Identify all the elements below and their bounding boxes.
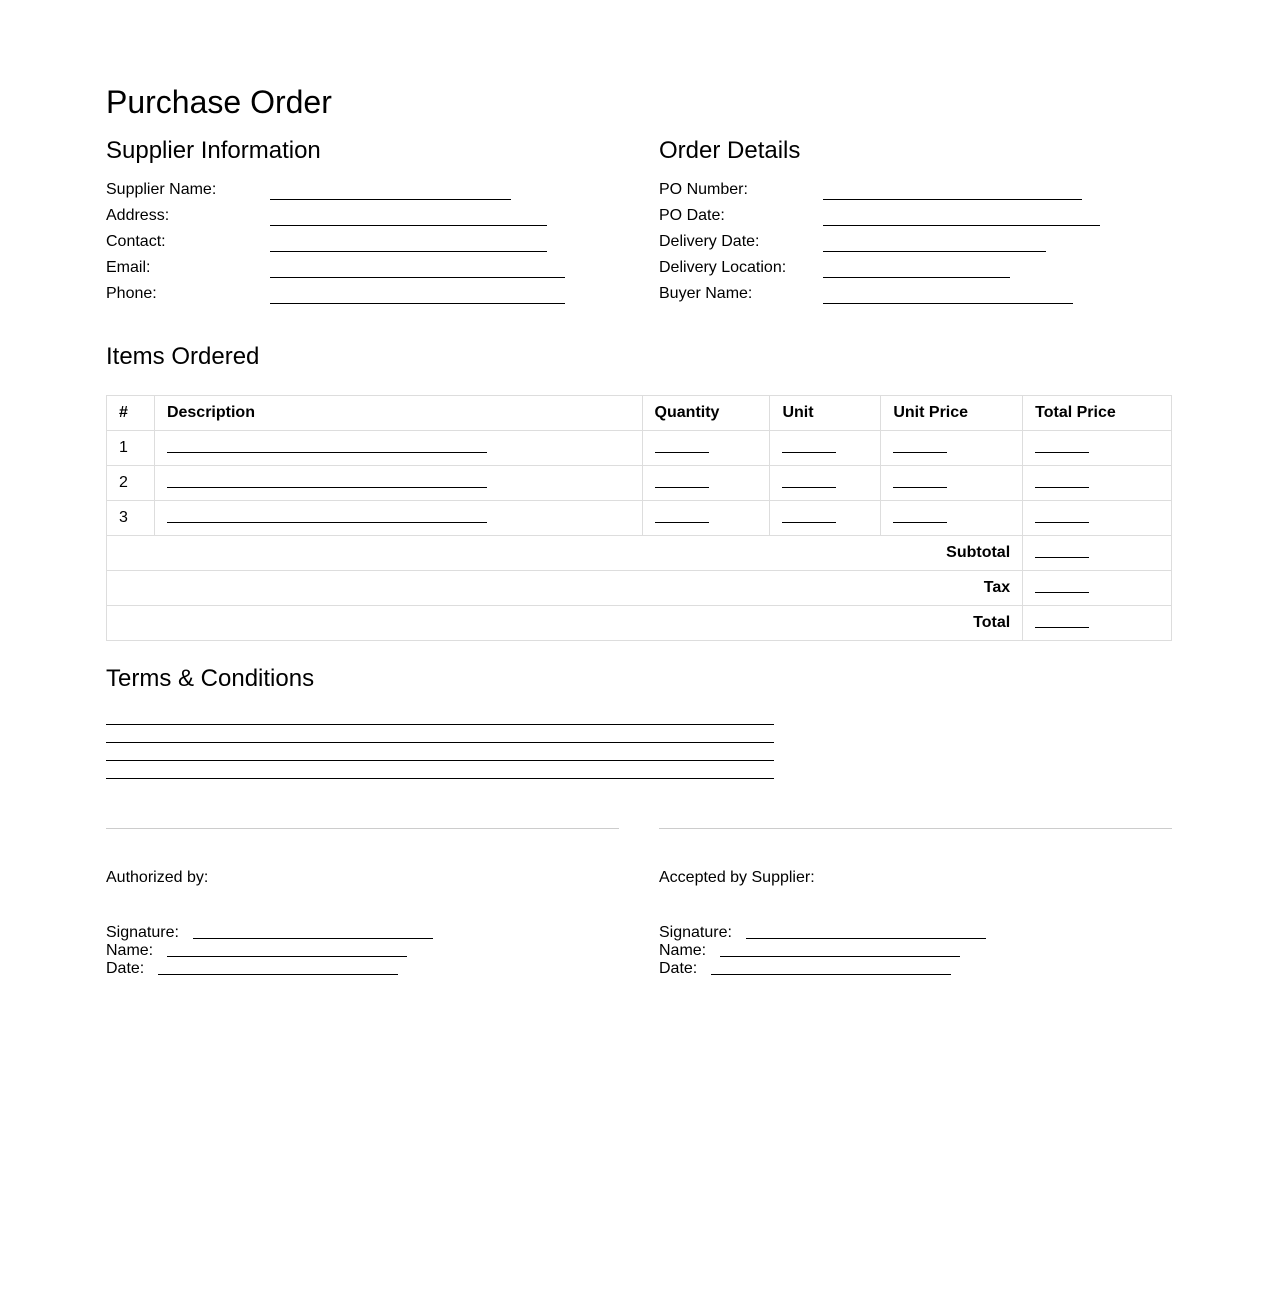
description-cell	[154, 501, 642, 536]
terms-line[interactable]	[106, 742, 774, 743]
total-row	[107, 606, 1172, 641]
divider	[106, 828, 619, 829]
address-row	[106, 206, 626, 232]
signature-label: Signature:	[106, 924, 179, 941]
delivery-date-row	[659, 232, 1179, 258]
unit-field[interactable]	[782, 442, 836, 453]
name-label: Name:	[659, 942, 707, 959]
row-number: 3	[107, 501, 155, 536]
accepted-date-row	[659, 960, 951, 978]
description-cell	[154, 466, 642, 501]
supplier-name-field[interactable]	[270, 199, 511, 200]
unit-price-cell	[881, 431, 1023, 466]
email-row	[106, 258, 626, 284]
unit-cell	[770, 431, 881, 466]
total-label: Total	[107, 606, 1023, 641]
quantity-field[interactable]	[655, 477, 709, 488]
tax-label: Tax	[107, 571, 1023, 606]
address-field[interactable]	[270, 225, 547, 226]
description-cell	[154, 431, 642, 466]
total-price-cell	[1023, 431, 1172, 466]
delivery-location-field[interactable]	[823, 277, 1010, 278]
unit-price-field[interactable]	[893, 512, 947, 523]
contact-label: Contact:	[106, 233, 166, 250]
description-field[interactable]	[167, 442, 487, 453]
accepted-title: Accepted by Supplier:	[659, 869, 815, 886]
divider	[659, 828, 1172, 829]
unit-price-cell	[881, 501, 1023, 536]
column-header-total-price: Total Price	[1023, 396, 1172, 431]
unit-cell	[770, 466, 881, 501]
delivery-date-label: Delivery Date:	[659, 233, 760, 250]
unit-cell	[770, 501, 881, 536]
tax-row	[107, 571, 1172, 606]
column-header-number: #	[107, 396, 155, 431]
row-number: 2	[107, 466, 155, 501]
description-field[interactable]	[167, 477, 487, 488]
unit-field[interactable]	[782, 477, 836, 488]
subtotal-row	[107, 536, 1172, 571]
unit-price-field[interactable]	[893, 442, 947, 453]
phone-row	[106, 284, 626, 310]
accepted-signature-row	[659, 924, 986, 942]
supplier-name-label: Supplier Name:	[106, 181, 217, 198]
email-label: Email:	[106, 259, 151, 276]
po-date-row	[659, 206, 1179, 232]
po-date-field[interactable]	[823, 225, 1100, 226]
table-header-row	[107, 396, 1172, 431]
subtotal-label: Subtotal	[107, 536, 1023, 571]
row-number: 1	[107, 431, 155, 466]
delivery-date-field[interactable]	[823, 251, 1046, 252]
accepted-date-field[interactable]	[711, 960, 951, 975]
terms-heading: Terms & Conditions	[106, 665, 315, 692]
phone-field[interactable]	[270, 303, 565, 304]
accepted-name-row	[659, 942, 960, 960]
items-table	[106, 395, 1172, 641]
total-field[interactable]	[1035, 617, 1089, 628]
quantity-field[interactable]	[655, 512, 709, 523]
authorized-name-field[interactable]	[167, 942, 407, 957]
po-date-label: PO Date:	[659, 207, 725, 224]
po-number-row	[659, 180, 1179, 206]
subtotal-field[interactable]	[1035, 547, 1089, 558]
phone-label: Phone:	[106, 285, 157, 302]
contact-field[interactable]	[270, 251, 547, 252]
order-heading: Order Details	[659, 137, 801, 164]
authorized-date-field[interactable]	[158, 960, 398, 975]
total-cell	[1023, 606, 1172, 641]
delivery-location-row	[659, 258, 1179, 284]
total-price-field[interactable]	[1035, 512, 1089, 523]
accepted-signature-field[interactable]	[746, 924, 986, 939]
supplier-heading: Supplier Information	[106, 137, 321, 164]
total-price-cell	[1023, 466, 1172, 501]
terms-line[interactable]	[106, 760, 774, 761]
buyer-name-row	[659, 284, 1179, 310]
column-header-quantity: Quantity	[642, 396, 770, 431]
authorized-title: Authorized by:	[106, 869, 209, 886]
buyer-name-label: Buyer Name:	[659, 285, 753, 302]
total-price-field[interactable]	[1035, 477, 1089, 488]
table-row	[107, 431, 1172, 466]
total-price-cell	[1023, 501, 1172, 536]
total-price-field[interactable]	[1035, 442, 1089, 453]
po-number-label: PO Number:	[659, 181, 748, 198]
name-label: Name:	[106, 942, 154, 959]
column-header-description: Description	[154, 396, 642, 431]
email-field[interactable]	[270, 277, 565, 278]
authorized-name-row	[106, 942, 407, 960]
terms-line[interactable]	[106, 724, 774, 725]
delivery-location-label: Delivery Location:	[659, 259, 787, 276]
signature-label: Signature:	[659, 924, 732, 941]
quantity-cell	[642, 431, 770, 466]
supplier-name-row	[106, 180, 626, 206]
page-title: Purchase Order	[106, 84, 332, 120]
quantity-cell	[642, 466, 770, 501]
terms-line[interactable]	[106, 778, 774, 779]
po-number-field[interactable]	[823, 199, 1082, 200]
items-heading: Items Ordered	[106, 343, 260, 370]
unit-price-cell	[881, 466, 1023, 501]
address-label: Address:	[106, 207, 170, 224]
quantity-cell	[642, 501, 770, 536]
date-label: Date:	[659, 960, 698, 977]
description-field[interactable]	[167, 512, 487, 523]
accepted-name-field[interactable]	[720, 942, 960, 957]
authorized-signature-field[interactable]	[193, 924, 433, 939]
table-row	[107, 466, 1172, 501]
tax-cell	[1023, 571, 1172, 606]
authorized-date-row	[106, 960, 398, 978]
column-header-unit-price: Unit Price	[881, 396, 1023, 431]
tax-field[interactable]	[1035, 582, 1089, 593]
date-label: Date:	[106, 960, 145, 977]
authorized-signature-row	[106, 924, 433, 942]
buyer-name-field[interactable]	[823, 303, 1073, 304]
column-header-unit: Unit	[770, 396, 881, 431]
quantity-field[interactable]	[655, 442, 709, 453]
table-row	[107, 501, 1172, 536]
contact-row	[106, 232, 626, 258]
unit-field[interactable]	[782, 512, 836, 523]
subtotal-cell	[1023, 536, 1172, 571]
unit-price-field[interactable]	[893, 477, 947, 488]
